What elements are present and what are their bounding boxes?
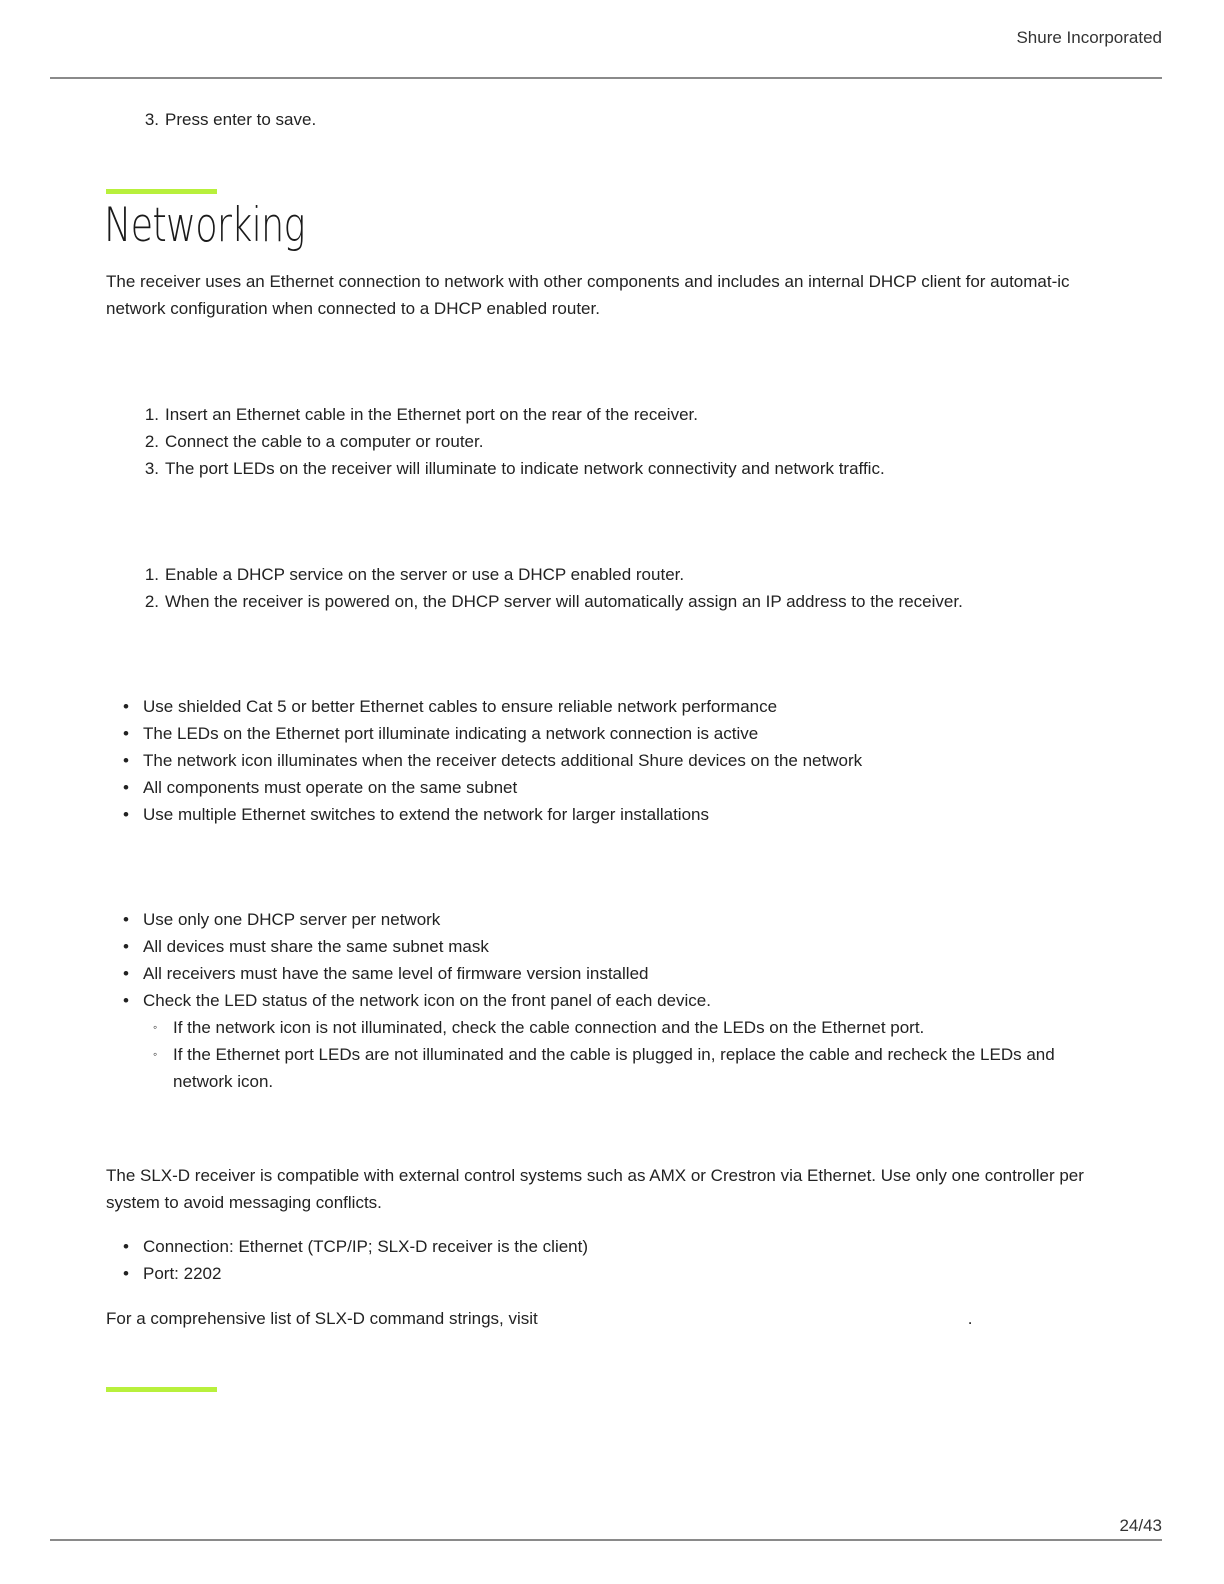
control-intro: The SLX-D receiver is compatible with external control systems such as AMX or Crestron via Ethernet. Use only one controller per system to avoid messaging conflicts. bbox=[106, 1166, 1084, 1212]
section-accent-bar bbox=[106, 189, 217, 194]
step-number: 2. bbox=[144, 432, 159, 451]
list-item bbox=[106, 455, 885, 482]
sub-bullet-icon: ◦ bbox=[153, 1020, 158, 1034]
bullet-icon: • bbox=[123, 697, 129, 716]
step-text: The port LEDs on the receiver will illuminate to indicate network connectivity and network traffic. bbox=[165, 459, 885, 478]
command-strings-end: . bbox=[967, 1309, 973, 1328]
list-item bbox=[106, 1260, 1116, 1287]
troubleshooting-text: All receivers must have the same level of firmware version installed bbox=[143, 964, 649, 983]
bullet-icon: • bbox=[123, 1264, 129, 1283]
list-item bbox=[106, 774, 1116, 801]
list-item bbox=[106, 693, 1116, 720]
bullet-icon: • bbox=[123, 1237, 129, 1256]
bullet-icon: • bbox=[123, 991, 129, 1010]
troubleshooting-subtext: If the network icon is not illuminated, check the cable connection and the LEDs on the Ethernet port. bbox=[173, 1018, 925, 1037]
step-number: 1. bbox=[144, 405, 159, 424]
troubleshooting-text: All devices must share the same subnet mask bbox=[143, 937, 489, 956]
bullet-icon: • bbox=[123, 778, 129, 797]
list-item bbox=[106, 428, 885, 455]
list-item bbox=[106, 987, 1116, 1095]
list-item bbox=[106, 960, 1116, 987]
list-item bbox=[106, 801, 1116, 828]
tip-text: All components must operate on the same subnet bbox=[143, 778, 518, 797]
list-item bbox=[106, 106, 316, 133]
bullet-icon: • bbox=[123, 964, 129, 983]
list-item bbox=[106, 747, 1116, 774]
section-intro: The receiver uses an Ethernet connection to network with other components and includes an internal DHCP client for automat-ic network configuration when connected to a DHCP enabled router. bbox=[106, 272, 1070, 318]
footer-divider bbox=[50, 1539, 1162, 1541]
list-item bbox=[143, 1014, 1116, 1041]
step-text: Insert an Ethernet cable in the Ethernet port on the rear of the receiver. bbox=[165, 405, 698, 424]
connect-steps-list bbox=[0, 401, 885, 482]
header-divider bbox=[50, 77, 1162, 79]
troubleshooting-list bbox=[106, 906, 1116, 1095]
step-text: Enable a DHCP service on the server or use a DHCP enabled router. bbox=[165, 565, 685, 584]
control-detail-text: Connection: Ethernet (TCP/IP; SLX-D receiver is the client) bbox=[143, 1237, 589, 1256]
troubleshooting-subtext: If the Ethernet port LEDs are not illuminated and the cable is plugged in, replace the cable and recheck the LEDs and network icon. bbox=[173, 1045, 1055, 1091]
tip-text: Use multiple Ethernet switches to extend the network for larger installations bbox=[143, 805, 709, 824]
control-details-list bbox=[106, 1233, 1116, 1287]
page-title: Networking bbox=[104, 198, 305, 253]
page-number: 24/43 bbox=[1119, 1516, 1162, 1535]
list-item bbox=[106, 906, 1116, 933]
section-accent-bar bbox=[106, 1387, 217, 1392]
bullet-icon: • bbox=[123, 805, 129, 824]
troubleshooting-text: Use only one DHCP server per network bbox=[143, 910, 441, 929]
list-item bbox=[106, 933, 1116, 960]
bullet-icon: • bbox=[123, 910, 129, 929]
bullet-icon: • bbox=[123, 724, 129, 743]
tip-text: The network icon illuminates when the receiver detects additional Shure devices on the network bbox=[143, 751, 863, 770]
list-item bbox=[106, 561, 963, 588]
troubleshooting-text: Check the LED status of the network icon on the front panel of each device. bbox=[143, 991, 711, 1010]
step-number: 2. bbox=[144, 592, 159, 611]
step-number: 1. bbox=[144, 565, 159, 584]
list-item bbox=[106, 401, 885, 428]
step-text: Connect the cable to a computer or router. bbox=[165, 432, 484, 451]
command-strings-text: For a comprehensive list of SLX-D command strings, visit bbox=[106, 1309, 538, 1328]
step-text: When the receiver is powered on, the DHCP server will automatically assign an IP address to the receiver. bbox=[165, 592, 963, 611]
header-company-name: Shure Incorporated bbox=[1016, 28, 1162, 47]
network-tips-list bbox=[106, 693, 1116, 828]
command-strings-paragraph bbox=[106, 1305, 1106, 1332]
tip-text: The LEDs on the Ethernet port illuminate indicating a network connection is active bbox=[143, 724, 759, 743]
sub-bullet-icon: ◦ bbox=[153, 1047, 158, 1061]
dhcp-steps-list bbox=[0, 561, 963, 615]
bullet-icon: • bbox=[123, 751, 129, 770]
troubleshooting-sublist bbox=[143, 1014, 1116, 1095]
list-item bbox=[106, 1233, 1116, 1260]
tip-text: Use shielded Cat 5 or better Ethernet cables to ensure reliable network performance bbox=[143, 697, 778, 716]
step-number: 3. bbox=[144, 110, 159, 129]
previous-steps-list bbox=[0, 106, 317, 133]
bullet-icon: • bbox=[123, 937, 129, 956]
list-item bbox=[106, 588, 963, 615]
step-number: 3. bbox=[144, 459, 159, 478]
list-item bbox=[106, 720, 1116, 747]
control-detail-text: Port: 2202 bbox=[143, 1264, 222, 1283]
list-item bbox=[143, 1041, 1116, 1095]
step-text: Press enter to save. bbox=[165, 110, 317, 129]
